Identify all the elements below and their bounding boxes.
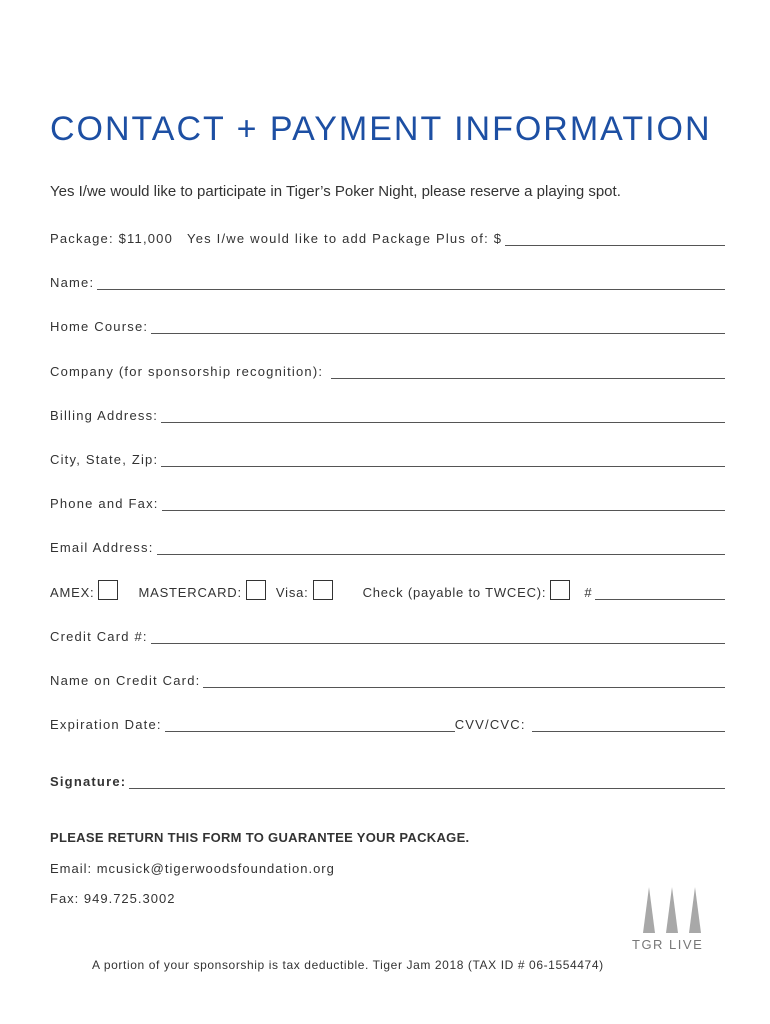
name-field[interactable] bbox=[97, 275, 725, 290]
contact-fax: Fax: 949.725.3002 bbox=[50, 891, 176, 906]
home-course-row bbox=[50, 312, 725, 334]
mastercard-checkbox[interactable] bbox=[246, 580, 266, 600]
phone-label: Phone and Fax: bbox=[50, 496, 159, 511]
package-plus-field[interactable] bbox=[505, 231, 725, 246]
expiration-label: Expiration Date: bbox=[50, 717, 162, 732]
email-row bbox=[50, 533, 725, 555]
credit-card-row bbox=[50, 622, 725, 644]
company-row bbox=[50, 357, 725, 379]
email-label: Email Address: bbox=[50, 540, 154, 555]
amex-checkbox[interactable] bbox=[98, 580, 118, 600]
payment-row bbox=[50, 576, 725, 600]
package-row bbox=[50, 224, 725, 246]
name-on-card-field[interactable] bbox=[203, 673, 725, 688]
package-label: Package: $11,000 bbox=[50, 231, 174, 246]
phone-field[interactable] bbox=[162, 496, 725, 511]
company-field[interactable] bbox=[331, 364, 725, 379]
name-on-card-label: Name on Credit Card: bbox=[50, 673, 201, 688]
tgr-spires-icon bbox=[632, 885, 722, 935]
city-field[interactable] bbox=[161, 452, 725, 467]
email-field[interactable] bbox=[157, 540, 725, 555]
phone-row bbox=[50, 489, 725, 511]
credit-card-field[interactable] bbox=[151, 629, 725, 644]
intro-text: Yes I/we would like to participate in Tiger’s Poker Night, please reserve a playing spot. bbox=[50, 183, 621, 200]
city-row bbox=[50, 445, 725, 467]
billing-label: Billing Address: bbox=[50, 408, 159, 423]
mastercard-label: MASTERCARD: bbox=[138, 585, 242, 600]
expiration-row bbox=[50, 710, 725, 732]
signature-field[interactable] bbox=[129, 774, 725, 789]
contact-email: Email: mcusick@tigerwoodsfoundation.org bbox=[50, 861, 335, 876]
amex-label: AMEX: bbox=[50, 585, 95, 600]
home-course-label: Home Course: bbox=[50, 319, 149, 334]
check-checkbox[interactable] bbox=[550, 580, 570, 600]
check-number-label: # bbox=[584, 585, 593, 600]
cvv-label: CVV/CVC: bbox=[454, 717, 526, 732]
return-note: PLEASE RETURN THIS FORM TO GUARANTEE YOUR PACKAGE. bbox=[50, 830, 470, 845]
check-label: Check (payable to TWCEC): bbox=[362, 585, 547, 600]
company-label: Company (for sponsorship recognition): bbox=[50, 364, 324, 379]
billing-row bbox=[50, 401, 725, 423]
name-on-card-row bbox=[50, 666, 725, 688]
expiration-field[interactable] bbox=[165, 717, 455, 732]
package-plus-label: Yes I/we would like to add Package Plus of: $ bbox=[187, 231, 503, 246]
city-label: City, State, Zip: bbox=[50, 452, 159, 467]
signature-row bbox=[50, 767, 725, 789]
billing-field[interactable] bbox=[161, 408, 725, 423]
tgr-live-logo bbox=[632, 885, 722, 970]
tax-footer: A portion of your sponsorship is tax deductible. Tiger Jam 2018 (TAX ID # 06-1554474) bbox=[92, 958, 604, 972]
signature-label: Signature: bbox=[50, 774, 127, 789]
name-label: Name: bbox=[50, 275, 95, 290]
name-row bbox=[50, 268, 725, 290]
visa-label: Visa: bbox=[275, 585, 309, 600]
visa-checkbox[interactable] bbox=[313, 580, 333, 600]
credit-card-label: Credit Card #: bbox=[50, 629, 148, 644]
check-number-field[interactable] bbox=[595, 585, 725, 600]
logo-text: TGR LIVE bbox=[632, 937, 704, 952]
page-title: CONTACT + PAYMENT INFORMATION bbox=[50, 110, 712, 148]
home-course-field[interactable] bbox=[151, 319, 725, 334]
cvv-field[interactable] bbox=[532, 717, 725, 732]
